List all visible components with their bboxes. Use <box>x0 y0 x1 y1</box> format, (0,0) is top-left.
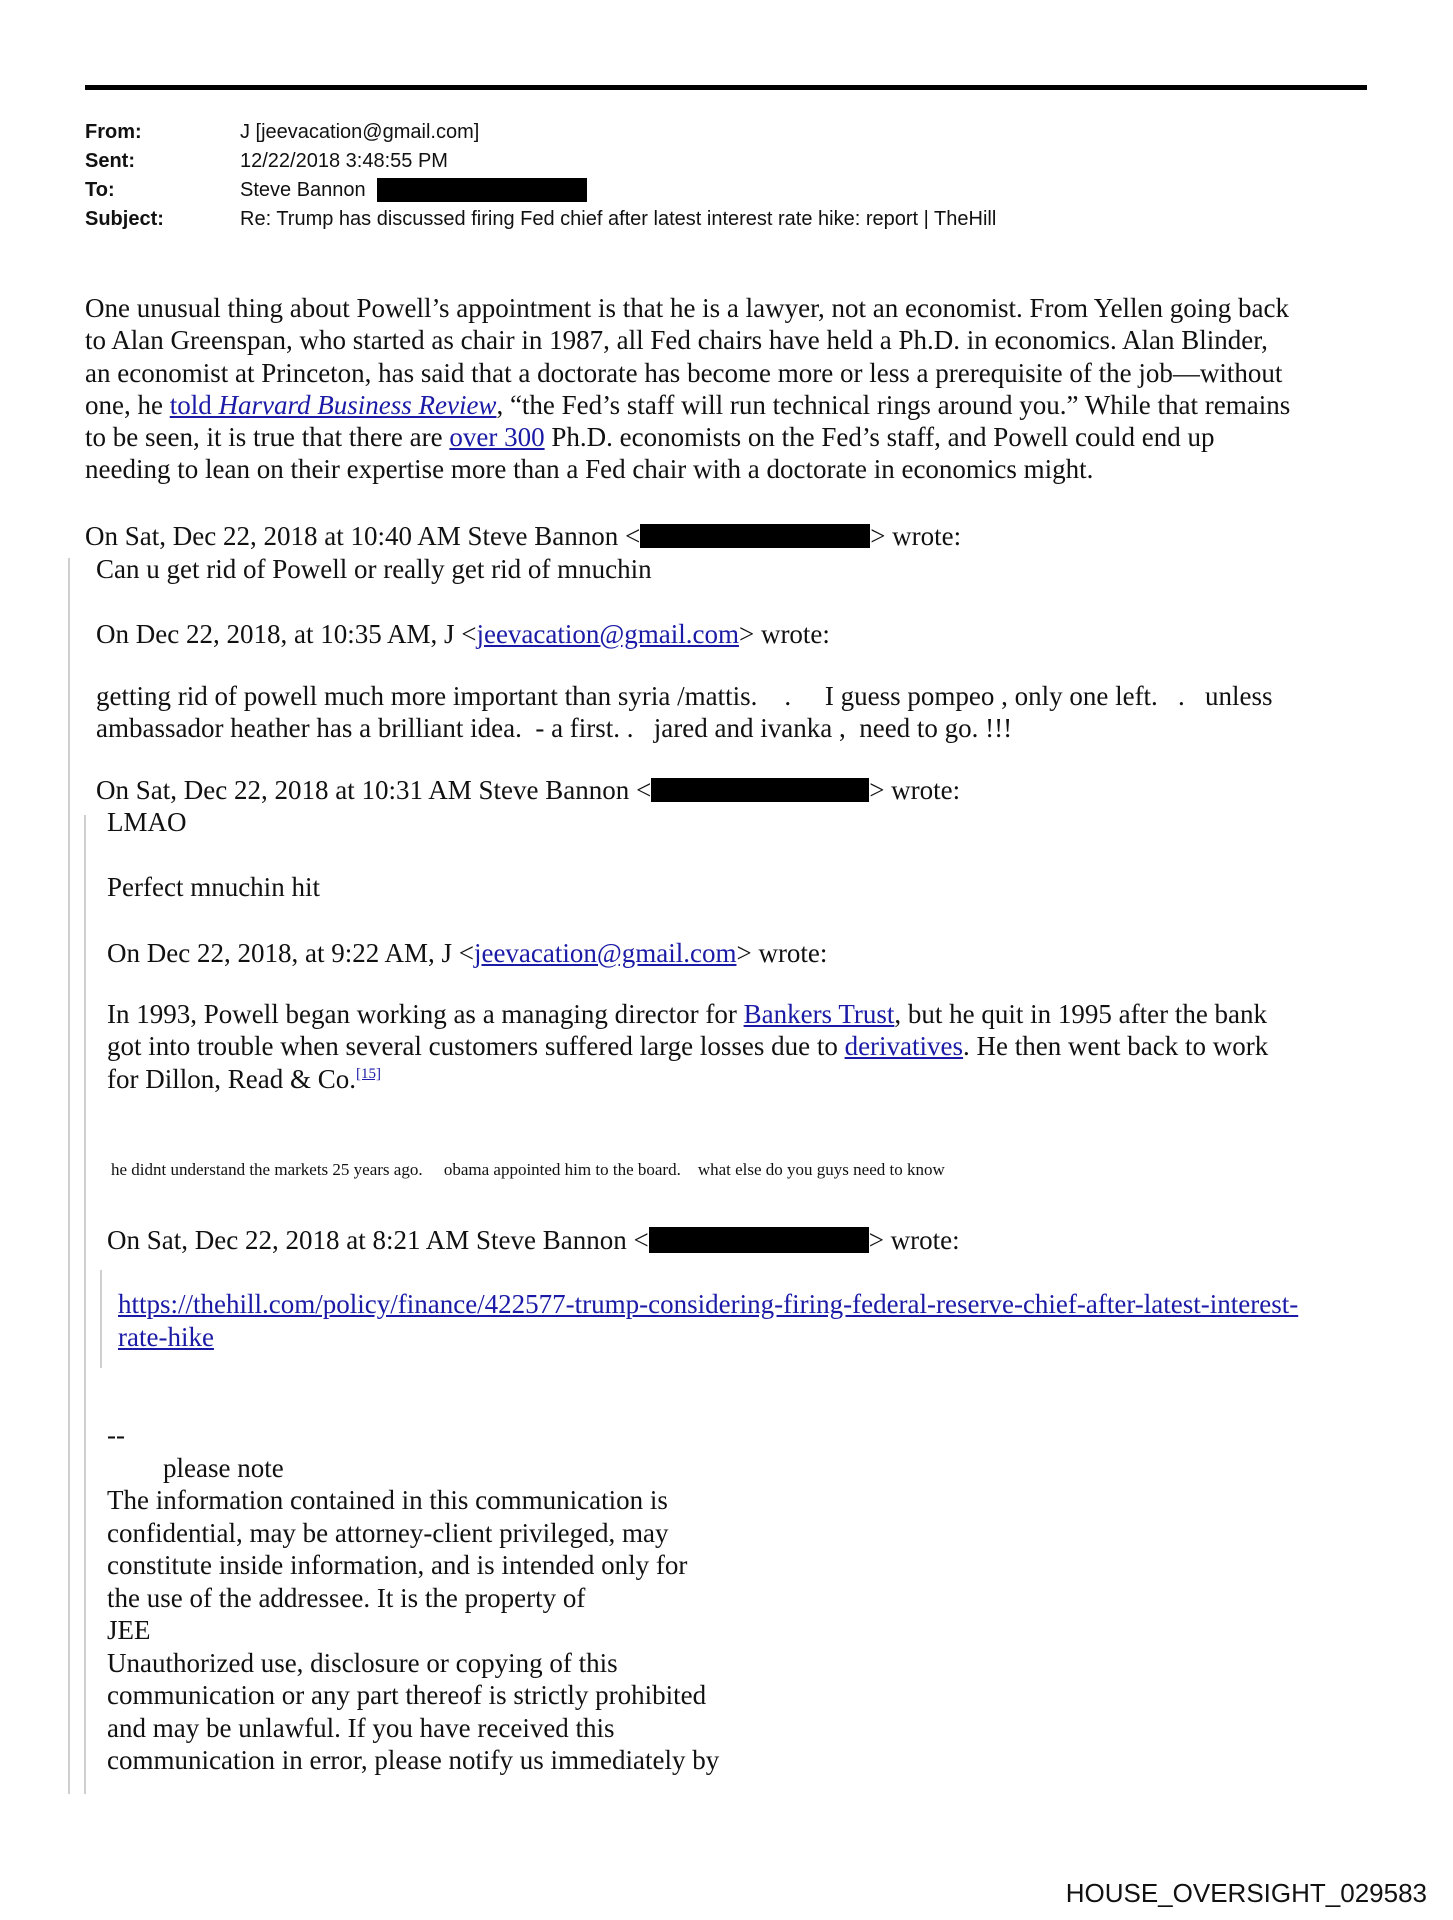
body-text: one, he <box>85 390 170 420</box>
disclaimer-line: communication in error, please notify us immediately by <box>107 1745 720 1775</box>
citation-15-link[interactable]: [15] <box>355 1066 381 1082</box>
body-line <box>85 389 1290 421</box>
disclaimer-line: JEE <box>107 1615 151 1645</box>
quote-header-text: On Dec 22, 2018, at 9:22 AM, J < <box>107 938 474 968</box>
disclaimer-line: confidential, may be attorney-client privileged, may <box>107 1518 669 1548</box>
disclaimer-line: and may be unlawful. If you have received this <box>107 1713 615 1743</box>
redaction-box <box>649 1227 869 1253</box>
quote-text-span: , but he quit in 1995 after the bank <box>894 999 1268 1029</box>
body-line: needing to lean on their expertise more than a Fed chair with a doctorate in economics might. <box>85 454 1094 484</box>
disclaimer-line: constitute inside information, and is intended only for <box>107 1550 688 1580</box>
quote-header-text: On Sat, Dec 22, 2018 at 10:40 AM Steve Bannon < <box>85 521 641 551</box>
email-link[interactable]: jeevacation@gmail.com <box>473 938 737 968</box>
quote-header-text: > wrote: <box>868 1225 960 1255</box>
bankers-trust-link[interactable]: Bankers Trust <box>743 999 895 1029</box>
body-text: Ph.D. economists on the Fed’s staff, and Powell could end up <box>544 422 1215 452</box>
hbr-link-text: told <box>169 390 219 420</box>
body-line: an economist at Princeton, has said that a doctorate has become more or less a prerequisite of the job—without <box>85 358 1283 388</box>
quote-bar-level1 <box>68 558 70 1794</box>
subject-label: Subject: <box>85 208 164 230</box>
quote-bar-level3 <box>100 1270 102 1368</box>
disclaimer-line: communication or any part thereof is strictly prohibited <box>107 1680 707 1710</box>
quote-header-text: > wrote: <box>870 521 962 551</box>
sent-value: 12/22/2018 3:48:55 PM <box>240 150 448 172</box>
body-line: One unusual thing about Powell’s appointment is that he is a lawyer, not an economist. From Yellen going back <box>85 293 1290 323</box>
quote-text-span: . He then went back to work <box>963 1031 1269 1061</box>
hbr-link-italic: Harvard Business Review <box>218 390 497 420</box>
quote-header-text: On Dec 22, 2018, at 10:35 AM, J < <box>96 619 477 649</box>
quote-header-text: > wrote: <box>736 938 828 968</box>
quote-header <box>107 1224 960 1256</box>
quote-text: getting rid of powell much more important than syria /mattis. . I guess pompeo , only one left. . unless <box>96 681 1273 711</box>
quote-text: LMAO <box>107 807 187 837</box>
subject-value: Re: Trump has discussed firing Fed chief after latest interest rate hike: report | TheHill <box>240 208 997 230</box>
quote-text-span: for Dillon, Read & Co. <box>107 1064 356 1094</box>
quote-header <box>85 520 961 552</box>
quote-text <box>107 1030 1268 1062</box>
quote-header <box>96 618 830 650</box>
hbr-link[interactable] <box>170 390 497 420</box>
to-value: Steve Bannon <box>240 179 366 201</box>
disclaimer-line: Unauthorized use, disclosure or copying of this <box>107 1648 618 1678</box>
quote-header-text: > wrote: <box>738 619 830 649</box>
quote-text: ambassador heather has a brilliant idea. - a first. . jared and ivanka , need to go. !!! <box>96 713 1013 743</box>
disclaimer-line: the use of the addressee. It is the property of <box>107 1583 586 1613</box>
derivatives-link[interactable]: derivatives <box>844 1031 964 1061</box>
body-text: to be seen, it is true that there are <box>85 422 450 452</box>
quote-header <box>96 774 960 806</box>
bates-number: HOUSE_OVERSIGHT_029583 <box>1065 1878 1427 1908</box>
thehill-url-link-cont[interactable]: rate-hike <box>118 1322 214 1352</box>
redaction-box <box>377 178 587 202</box>
from-label: From: <box>85 121 142 143</box>
quote-header <box>107 937 827 969</box>
quote-text: Can u get rid of Powell or really get rid of mnuchin <box>96 554 652 584</box>
over-300-link[interactable]: over 300 <box>449 422 545 452</box>
quote-header-text: > wrote: <box>869 775 961 805</box>
quote-bar-level2 <box>84 815 86 1794</box>
sent-label: Sent: <box>85 150 135 172</box>
email-link[interactable]: jeevacation@gmail.com <box>476 619 739 649</box>
body-line <box>85 421 1215 453</box>
body-text: , “the Fed’s staff will run technical rings around you.” While that remains <box>496 390 1291 420</box>
quote-text-span: In 1993, Powell began working as a managing director for <box>107 999 744 1029</box>
redaction-box <box>640 524 870 548</box>
please-note: please note <box>163 1453 284 1483</box>
thehill-url-link[interactable]: https://thehill.com/policy/finance/422577-trump-considering-firing-federal-reserve-chief-after-latest-interest- <box>118 1289 1299 1319</box>
quote-header-text: On Sat, Dec 22, 2018 at 10:31 AM Steve Bannon < <box>96 775 652 805</box>
header-rule <box>85 85 1367 90</box>
body-line: to Alan Greenspan, who started as chair in 1987, all Fed chairs have held a Ph.D. in economics. Alan Blinder, <box>85 325 1268 355</box>
quote-small-note: he didnt understand the markets 25 years ago. obama appointed him to the board. what else do you guys need to know <box>111 1160 945 1179</box>
quote-text <box>107 1063 381 1095</box>
quote-text <box>107 998 1267 1030</box>
signature-dashes: -- <box>107 1420 125 1450</box>
to-label: To: <box>85 179 115 201</box>
from-value: J [jeevacation@gmail.com] <box>240 121 480 143</box>
redaction-box <box>651 778 869 802</box>
quote-text-span: got into trouble when several customers suffered large losses due to <box>107 1031 845 1061</box>
quote-header-text: On Sat, Dec 22, 2018 at 8:21 AM Steve Bannon < <box>107 1225 649 1255</box>
disclaimer-line: The information contained in this communication is <box>107 1485 668 1515</box>
quote-text: Perfect mnuchin hit <box>107 872 320 902</box>
